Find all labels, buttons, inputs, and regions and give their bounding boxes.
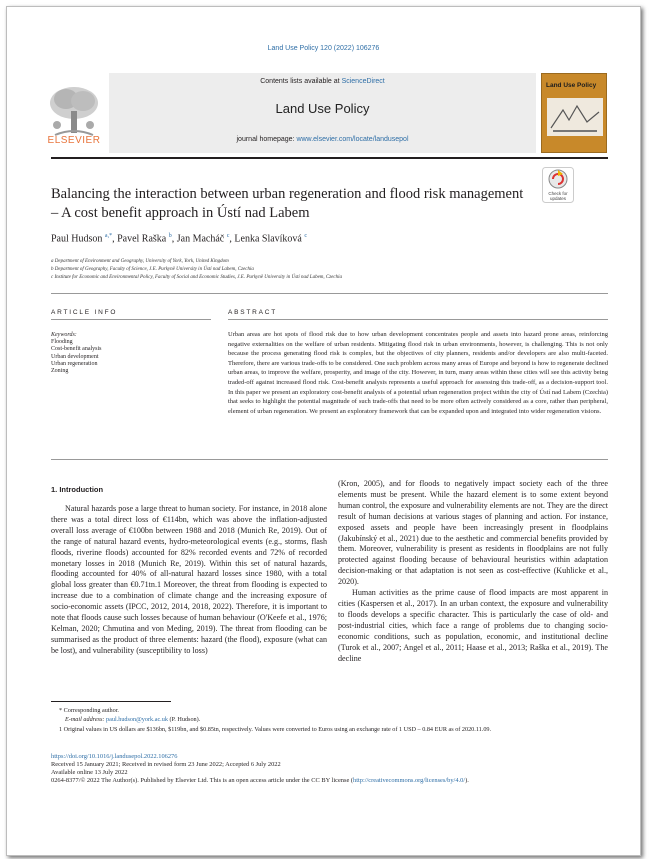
keyword: Cost-benefit analysis [51,346,102,353]
body-paragraph: (Kron, 2005), and for floods to negatively impact society each of the three elements must be present. While the hazard element is to some extent beyond human control, the exposure and vulnerability elements are not. They are the direct result of human decisions at various stages of planning and action. For instance, exposed assets and people have been increasingly present in floodplains (Jakubínský et al., 2021) due to the aesthetic and commercial benefits provided by them. Moreover, vulnerability is present as residents in floodplains are not fully protected against flooding because of behavioural heuristics within adaptation decision-making or that adaptation is not seen as cost-effective (Kuhlicke et al., 2020). [338,479,608,587]
corresponding-author-note: * Corresponding author. [59,707,119,714]
body-column-left [51,504,327,657]
body-column-right [338,479,608,664]
journal-header [109,73,536,153]
email-suffix: (P. Hudson). [167,716,201,723]
affiliation: c Institute for Economic and Environmental Policy, Faculty of Social and Economic Studies, J.E. Purkyně University in Ústí nad Labem, Czechia [51,275,343,280]
body-paragraph: Human activities as the prime cause of flood impacts are most apparent in cities (Kaspersen et al., 2017). In an urban context, the exposure and vulnerability to floods develops a specific character. This is particularly the case of old- and post-industrial cities, which face a range of problems due to changing socio-economic conditions, such as population, economic, and institutional decline (Turok et al., 2007; Angel et al., 2011; Haase et al., 2013; Raška et al., 2019). The decline [338,588,608,663]
article-info-heading: ARTICLE INFO [51,309,118,316]
author-affil-marker[interactable]: c [304,233,308,239]
keyword: Flooding [51,339,73,346]
article-info-rule [51,319,211,320]
contents-prefix: Contents lists available at [260,78,342,85]
check-for-updates-label[interactable]: Check for updates [548,191,568,201]
contents-line [109,78,536,85]
affiliation: a Department of Environment and Geography, University of York, York, United Kingdom [51,259,229,264]
keyword: Urban regeneration [51,360,98,367]
journal-citation[interactable]: Land Use Policy 120 (2022) 106276 [267,45,380,52]
available-online: Available online 13 July 2022 [51,769,128,776]
keyword: Urban development [51,353,99,360]
license-suffix: ). [465,777,469,784]
journal-title: Land Use Policy [275,101,370,116]
homepage-line [109,136,536,143]
footnote-1: 1 Original values in US dollars are $136bn, $119bn, and $0.85tn, respectively. Values were converted to Euros using an exchange rate of 1 USD – 0.84 EUR as of 2020.11.09. [59,726,492,733]
license-line [51,777,608,785]
cover-image [547,98,603,136]
publisher-wordmark: ELSEVIER [47,135,101,146]
email-label: E-mail address: [65,716,107,723]
abstract-rule [228,319,608,320]
journal-cover[interactable] [541,73,607,153]
abstract-text: Urban areas are hot spots of flood risk due to how urban development concentrates people and assets into hazard prone areas, reinforcing negative externalities on the welfare of urban residents. Mitigating flood risk in urban environments, however, is challenging. This is not only because the process generating flood risk is complex, but the objectives of city planners, residents and/or developers are also multi-faceted. Therefore, there are various trade-offs to be considered. One such problem across many areas of Europe and beyond is how to regenerate declined urban areas, to improve the welfare, prosperity, and image of the city. However, in turn, many areas within these cities will see this activity being traded-off against increased flood risk. Cost-benefit analysis represents a useful approach for assessing this trade-off, as a decision-support tool. In this paper we present an exploratory cost-benefit analysis of a potential urban regeneration project within the city of Ústí nad Labem (Czechia) that seeks to highlight the potential magnitude of such trade-offs that need to be more often actively considered as a core, rather than peripheral, element of urban regeneration. We present an exploratory framework that can be expanded upon and integrated into wider regeneration visions. [228,331,608,415]
author-list: Paul Hudson $^{a,*}$, Pavel Raška $^b$, Jan Macháč $^c$, Lenka Slavíková $^c$ [51,233,308,245]
author-name[interactable]: Paul Hudson [51,233,103,245]
author-name[interactable]: Lenka Slavíková [234,233,302,245]
affiliation: b Department of Geography, Faculty of Science, J.E. Purkyně University in Ústí nad Labem, Czechia [51,267,254,272]
email-link[interactable]: paul.hudson@york.ac.uk [106,716,168,723]
received-dates: Received 15 January 2021; Received in revised form 23 June 2022; Accepted 6 July 2022 [51,761,281,768]
author-affil-marker[interactable]: c [226,233,230,239]
header-rule [51,157,608,159]
body-paragraph: Natural hazards pose a large threat to human society. For instance, in 2018 alone there was a total direct loss of €114bn, which was above the inflation-adjusted overall loss average of €100bn between 1988 and 2018 (Munich Re, 2019). Out of the range of natural hazard events, hydro-meteorological events (e.g., storms, flash floods, riverine floods) accounted for 82% recorded events and 72% of recorded monetary losses in 2018 (Munich Re, 2019). Within this set of natural hazards, flooding accounted for 40% of all-natural hazard losses since 1980, with a total global loss greater than €0.71tn.1 Moreover, the threat from flooding is expected to increase due to a combination of climate change and the increasing exposure of socio-economic assets (IPCC, 2012, 2014, 2018, 2022). Therefore, it is important to note that floods cause such losses because of human behaviour (O'Keefe et al., 1976; Kelman, 2020; Chmutina and von Meding, 2019). The threat from flooding can be summarised as the product of three elements: hazard (the flood), exposure (what can be lost), and vulnerability (susceptibility to loss) [51,504,327,655]
homepage-link[interactable]: www.elsevier.com/locate/landusepol [296,136,409,143]
email-line [65,716,622,724]
cover-title: Land Use Policy [546,82,597,89]
abstract-end-rule [51,459,608,460]
keywords-block [51,332,211,375]
introduction-heading: 1. Introduction [51,485,104,494]
publication-info [51,753,608,785]
sciencedirect-link[interactable]: ScienceDirect [341,78,385,85]
author-affil-marker[interactable]: a,* [104,233,113,239]
keyword: Zoning [51,368,69,375]
author-name[interactable]: Pavel Raška [117,233,167,245]
author-affil-marker[interactable]: b [168,233,172,239]
doi-link[interactable]: https://doi.org/10.1016/j.landusepol.2022.106276 [51,753,178,760]
section-rule [51,293,608,294]
homepage-prefix: journal homepage: [236,136,297,143]
article-title: Balancing the interaction between urban regeneration and flood risk management – A cost benefit approach in Ústí nad Labem [51,186,524,221]
license-prefix: 0264-8377/© 2022 The Author(s). Published by Elsevier Ltd. This is an open access article under the CC BY license ( [51,777,354,784]
article-page [6,6,641,856]
author-name[interactable]: Jan Macháč [176,233,225,245]
keywords-label: Keywords: [51,332,77,338]
abstract-heading: ABSTRACT [228,309,278,316]
license-link[interactable]: http://creativecommons.org/licenses/by/4.0/ [353,777,466,784]
footnote-rule [51,701,171,702]
